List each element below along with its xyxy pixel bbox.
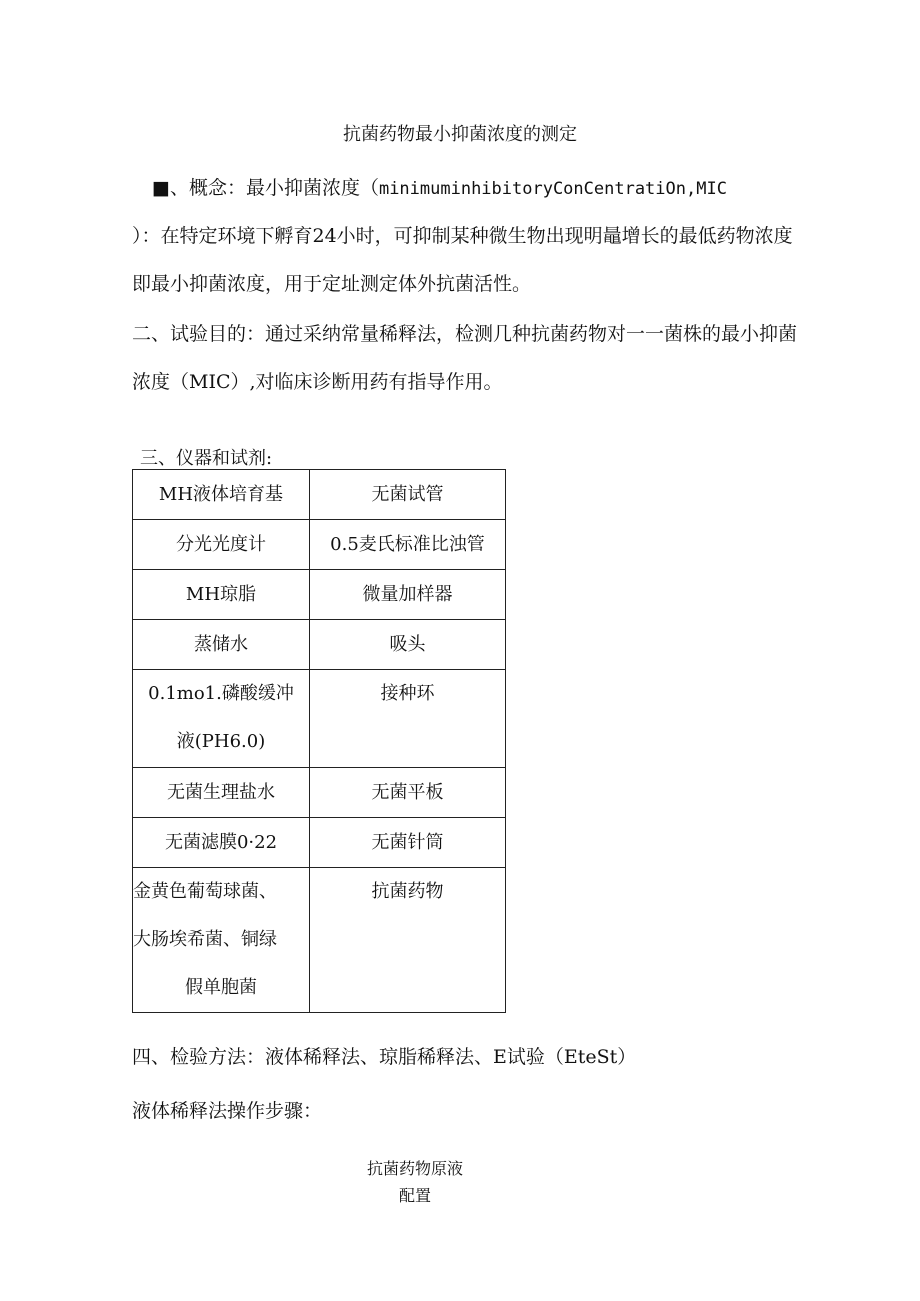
table-cell bbox=[133, 670, 310, 768]
table-cell bbox=[133, 470, 310, 520]
table-cell bbox=[310, 470, 506, 520]
flowchart-step-label: 抗菌药物原液 bbox=[366, 1159, 463, 1178]
cell-text: 无菌试管 bbox=[371, 483, 444, 505]
concept-english-term: minimuminhibitoryConCentratiOn,MIC bbox=[378, 179, 727, 199]
cell-text: 蒸储水 bbox=[194, 633, 248, 655]
table-row bbox=[133, 570, 506, 620]
cell-text: 液(PH6.0) bbox=[176, 731, 266, 752]
cell-text: 0.1mo1.磷酸缓冲 bbox=[148, 683, 294, 704]
cell-text: MH液体培育基 bbox=[158, 483, 284, 505]
cell-text: 无菌生理盐水 bbox=[167, 781, 275, 803]
cell-text: 无菌针筒 bbox=[371, 831, 444, 853]
table-row bbox=[133, 818, 506, 868]
table-cell bbox=[133, 818, 310, 868]
purpose-line-2: 浓度（MIC）,对临床诊断用药有指导作用。 bbox=[132, 371, 503, 393]
cell-text: 分光光度计 bbox=[176, 533, 266, 555]
cell-text: MH琼脂 bbox=[185, 583, 257, 605]
table-row bbox=[133, 868, 506, 1013]
table-cell bbox=[133, 868, 310, 1013]
concept-line-3: 即最小抑菌浓度，用于定址测定体外抗菌活性。 bbox=[132, 273, 532, 295]
table-cell bbox=[310, 520, 506, 570]
concept-line-1 bbox=[152, 176, 727, 201]
table-row bbox=[133, 670, 506, 768]
table-cell bbox=[310, 818, 506, 868]
table-cell bbox=[310, 768, 506, 818]
flowchart-step-label: 配置 bbox=[398, 1186, 431, 1205]
instruments-table bbox=[132, 469, 506, 1013]
table-cell bbox=[133, 570, 310, 620]
table-cell bbox=[310, 620, 506, 670]
purpose-line-1: 二、试验目的：通过采纳常量稀释法，检测几种抗菌药物对一一菌株的最小抑菌 bbox=[132, 323, 798, 345]
cell-text: 0.5麦氏标准比浊管 bbox=[330, 533, 485, 555]
table-cell bbox=[133, 620, 310, 670]
liquid-steps-heading: 液体稀释法操作步骤： bbox=[132, 1100, 323, 1122]
cell-text: 无菌滤膜0·22 bbox=[164, 831, 278, 853]
cell-text: 假单胞菌 bbox=[185, 977, 257, 998]
cell-text: 微量加样器 bbox=[362, 583, 453, 605]
methods-line: 四、检验方法：液体稀释法、琼脂稀释法、E试验（EteSt） bbox=[132, 1046, 637, 1068]
cell-text: 金黄色葡萄球菌、 bbox=[133, 881, 277, 902]
cell-text: 抗菌药物 bbox=[371, 881, 444, 902]
table-cell bbox=[133, 520, 310, 570]
cell-text: 大肠埃希菌、铜绿 bbox=[133, 929, 277, 950]
concept-line-2: ）：在特定环境下孵育24小时，可抑制某种微生物出现明鼂增长的最低药物浓度 bbox=[132, 225, 793, 247]
cell-text: 无菌平板 bbox=[371, 781, 444, 803]
table-cell bbox=[310, 868, 506, 1013]
table-row bbox=[133, 520, 506, 570]
table-row bbox=[133, 768, 506, 818]
concept-prefix: ■、概念：最小抑菌浓度（ bbox=[152, 177, 379, 199]
table-row bbox=[133, 470, 506, 520]
table-cell bbox=[133, 768, 310, 818]
cell-text: 吸头 bbox=[389, 633, 426, 655]
table-row bbox=[133, 620, 506, 670]
page-title: 抗菌药物最小抑菌浓度的测定 bbox=[343, 124, 577, 145]
table-cell bbox=[310, 670, 506, 768]
table-cell bbox=[310, 570, 506, 620]
instruments-heading: 三、仪器和试剂: bbox=[140, 448, 273, 469]
cell-text: 接种环 bbox=[380, 683, 435, 704]
